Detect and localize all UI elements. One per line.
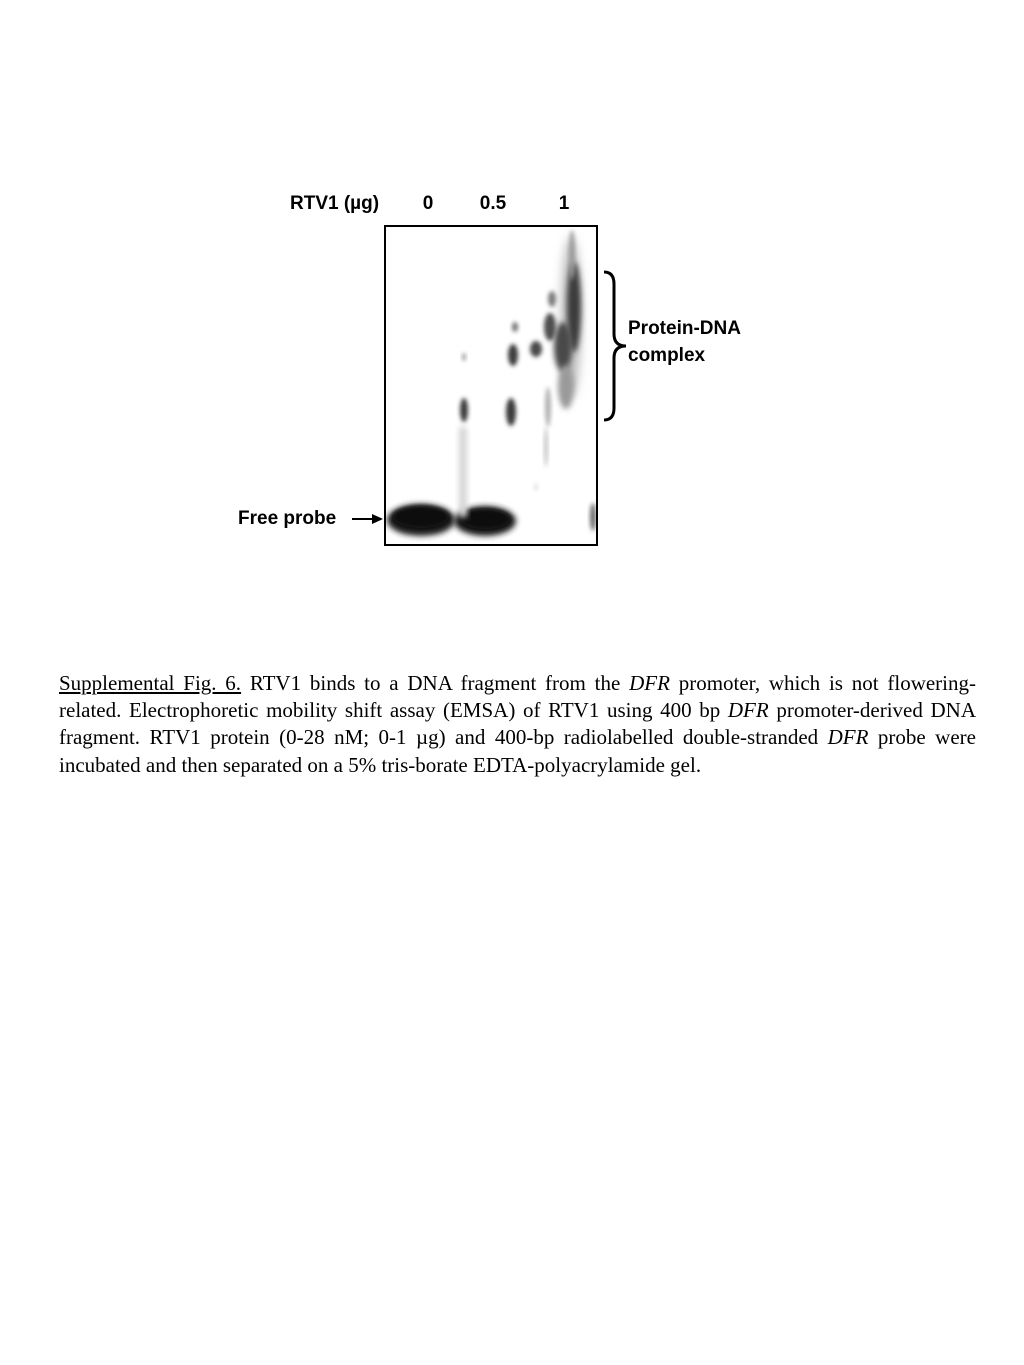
gel-autoradiograph [386,227,596,544]
lane-label-1: 1 [558,193,570,214]
free-probe-arrow-icon [350,511,384,527]
gene-name-dfr-3: DFR [827,725,869,750]
caption-text-2: promoter, which is not flowering-related. Electrophoretic mobility shift assay (EMSA) of RTV1 using 400 bp [59,671,977,723]
lane-label-0: 0 [422,193,434,214]
complex-label-line1: Protein-DNA [628,318,741,339]
gene-name-dfr-1: DFR [629,671,670,695]
caption-text-3: promoter-derived DNA fragment. RTV1 protein (0-28 nM; 0-1 µg) and 400-bp radiolabelled double-stranded [59,698,977,750]
caption-text-1: RTV1 binds to a DNA fragment from the [241,671,630,695]
gene-name-dfr-2: DFR [727,698,769,723]
protein-dna-complex-label [628,315,788,369]
emsa-figure [0,0,1024,620]
complex-brace-icon [600,268,630,424]
caption-text-4: probe were incubated and then separated on a 5% tris-borate EDTA-polyacrylamide gel. [59,725,976,777]
lane-0-bands [387,504,455,536]
figure-reference: Supplemental Fig. 6. [59,671,242,695]
rtv1-amount-header: RTV1 (µg) [290,193,380,214]
lane-1-bands [530,230,596,531]
complex-band-lane-0-5-a [460,398,468,422]
lane-0-5-bands [454,322,518,536]
figure-caption [59,670,976,779]
complex-band-lane-0-5-b [506,398,516,426]
complex-label-line2: complex [628,345,706,366]
free-probe-label: Free probe [238,508,337,529]
gel-image [384,225,598,546]
lane-label-0-5: 0.5 [479,193,507,214]
